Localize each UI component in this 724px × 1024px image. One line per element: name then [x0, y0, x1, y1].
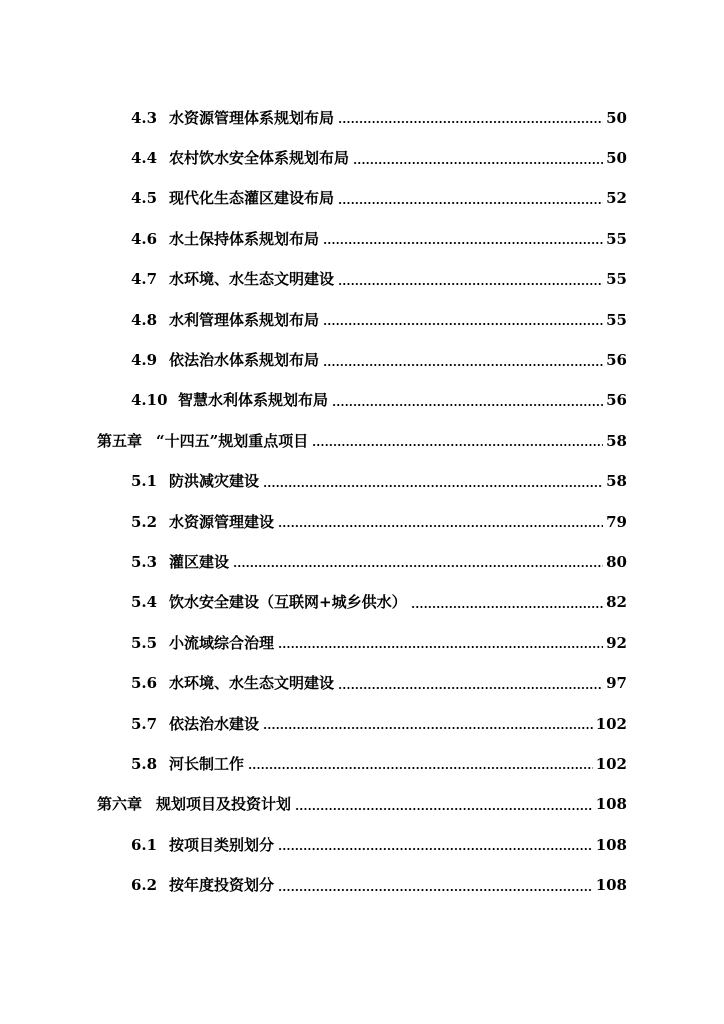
toc-title: 水环境、水生态文明建设: [169, 270, 335, 289]
toc-page-number: 55: [606, 229, 627, 248]
toc-title: 河长制工作: [169, 754, 245, 773]
toc-page-number: 52: [606, 189, 627, 208]
dot-leader: [332, 394, 603, 408]
toc-entry-4-5[interactable]: [0, 179, 724, 219]
toc-chapter-number: 第五章: [97, 431, 143, 450]
toc-number: 5.5: [131, 633, 158, 652]
toc-title: 按项目类别划分: [169, 835, 275, 854]
toc-page-number: 97: [606, 674, 627, 693]
dot-leader: [338, 273, 603, 287]
toc-title: 规划项目及投资计划: [156, 795, 292, 814]
toc-title: 水利管理体系规划布局: [169, 310, 320, 329]
dot-leader: [263, 717, 593, 731]
dot-leader: [233, 555, 603, 569]
toc-entry-5-5[interactable]: [0, 623, 724, 663]
toc-entry-4-4[interactable]: [0, 138, 724, 178]
toc-title: 按年度投资划分: [169, 876, 275, 895]
toc-title: 农村饮水安全体系规划布局: [169, 149, 350, 168]
toc-number: 6.2: [131, 876, 158, 895]
toc-number: 4.3: [131, 108, 158, 127]
toc-number: 4.8: [131, 310, 158, 329]
toc-entry-6-1[interactable]: [0, 825, 724, 865]
dot-leader: [248, 757, 593, 771]
toc-page-number: 108: [595, 876, 627, 895]
toc-entry-4-9[interactable]: [0, 340, 724, 380]
toc-number: 4.9: [131, 351, 158, 370]
toc-number: 5.7: [131, 714, 158, 733]
toc-page-number: 55: [606, 270, 627, 289]
toc-title: 水资源管理建设: [169, 512, 275, 531]
toc-number: 4.7: [131, 270, 158, 289]
toc-number: 4.5: [131, 189, 158, 208]
toc-entry-5-8[interactable]: [0, 744, 724, 784]
toc-title: 智慧水利体系规划布局: [178, 391, 329, 410]
dot-leader: [295, 798, 593, 812]
toc-title: “十四五”规划重点项目: [156, 431, 309, 450]
toc-page-number: 56: [606, 391, 627, 410]
toc-page-number: 102: [595, 714, 627, 733]
toc-entry-5-1[interactable]: [0, 462, 724, 502]
toc-number: 5.3: [131, 552, 158, 571]
toc-page-number: 50: [606, 149, 627, 168]
toc-number: 5.2: [131, 512, 158, 531]
dot-leader: [338, 192, 603, 206]
toc-page-number: 50: [606, 108, 627, 127]
toc-number: 5.6: [131, 674, 158, 693]
table-of-contents: [0, 98, 724, 906]
toc-page-number: 108: [595, 835, 627, 854]
toc-title: 依法治水建设: [169, 714, 260, 733]
toc-page-number: 56: [606, 351, 627, 370]
dot-leader: [278, 636, 603, 650]
dot-leader: [278, 515, 603, 529]
toc-page-number: 82: [606, 593, 627, 612]
toc-title: 水土保持体系规划布局: [169, 229, 320, 248]
toc-entry-5-6[interactable]: [0, 663, 724, 703]
toc-page-number: 80: [606, 552, 627, 571]
toc-entry-4-7[interactable]: [0, 260, 724, 300]
toc-number: 4.10: [131, 391, 168, 410]
toc-title: 饮水安全建设（互联网+城乡供水）: [169, 593, 407, 612]
toc-number: 4.6: [131, 229, 158, 248]
dot-leader: [278, 838, 593, 852]
toc-number: 6.1: [131, 835, 158, 854]
toc-entry-4-3[interactable]: [0, 98, 724, 138]
dot-leader: [278, 879, 593, 893]
dot-leader: [323, 354, 603, 368]
toc-entry-4-8[interactable]: [0, 300, 724, 340]
toc-chapter-5[interactable]: [0, 421, 724, 461]
toc-title: 水环境、水生态文明建设: [169, 674, 335, 693]
dot-leader: [323, 313, 603, 327]
toc-page-number: 92: [606, 633, 627, 652]
toc-page-number: 55: [606, 310, 627, 329]
toc-page-number: 58: [606, 472, 627, 491]
dot-leader: [312, 434, 603, 448]
toc-page-number: 102: [595, 754, 627, 773]
toc-page-number: 58: [606, 431, 627, 450]
toc-number: 4.4: [131, 149, 158, 168]
toc-title: 水资源管理体系规划布局: [169, 108, 335, 127]
toc-chapter-6[interactable]: [0, 785, 724, 825]
toc-entry-5-7[interactable]: [0, 704, 724, 744]
toc-entry-5-2[interactable]: [0, 502, 724, 542]
toc-page-number: 79: [606, 512, 627, 531]
toc-number: 5.4: [131, 593, 158, 612]
toc-entry-5-3[interactable]: [0, 542, 724, 582]
dot-leader: [323, 232, 603, 246]
toc-entry-5-4[interactable]: [0, 583, 724, 623]
toc-title: 灌区建设: [169, 552, 230, 571]
toc-entry-4-6[interactable]: [0, 219, 724, 259]
toc-title: 依法治水体系规划布局: [169, 351, 320, 370]
toc-chapter-number: 第六章: [97, 795, 143, 814]
toc-entry-4-10[interactable]: [0, 381, 724, 421]
dot-leader: [353, 152, 603, 166]
toc-number: 5.8: [131, 754, 158, 773]
toc-title: 小流域综合治理: [169, 633, 275, 652]
dot-leader: [263, 475, 603, 489]
toc-title: 现代化生态灌区建设布局: [169, 189, 335, 208]
dot-leader: [338, 111, 603, 125]
toc-page-number: 108: [595, 795, 627, 814]
dot-leader: [411, 596, 604, 610]
toc-entry-6-2[interactable]: [0, 865, 724, 905]
toc-title: 防洪减灾建设: [169, 472, 260, 491]
dot-leader: [338, 677, 603, 691]
toc-number: 5.1: [131, 472, 158, 491]
